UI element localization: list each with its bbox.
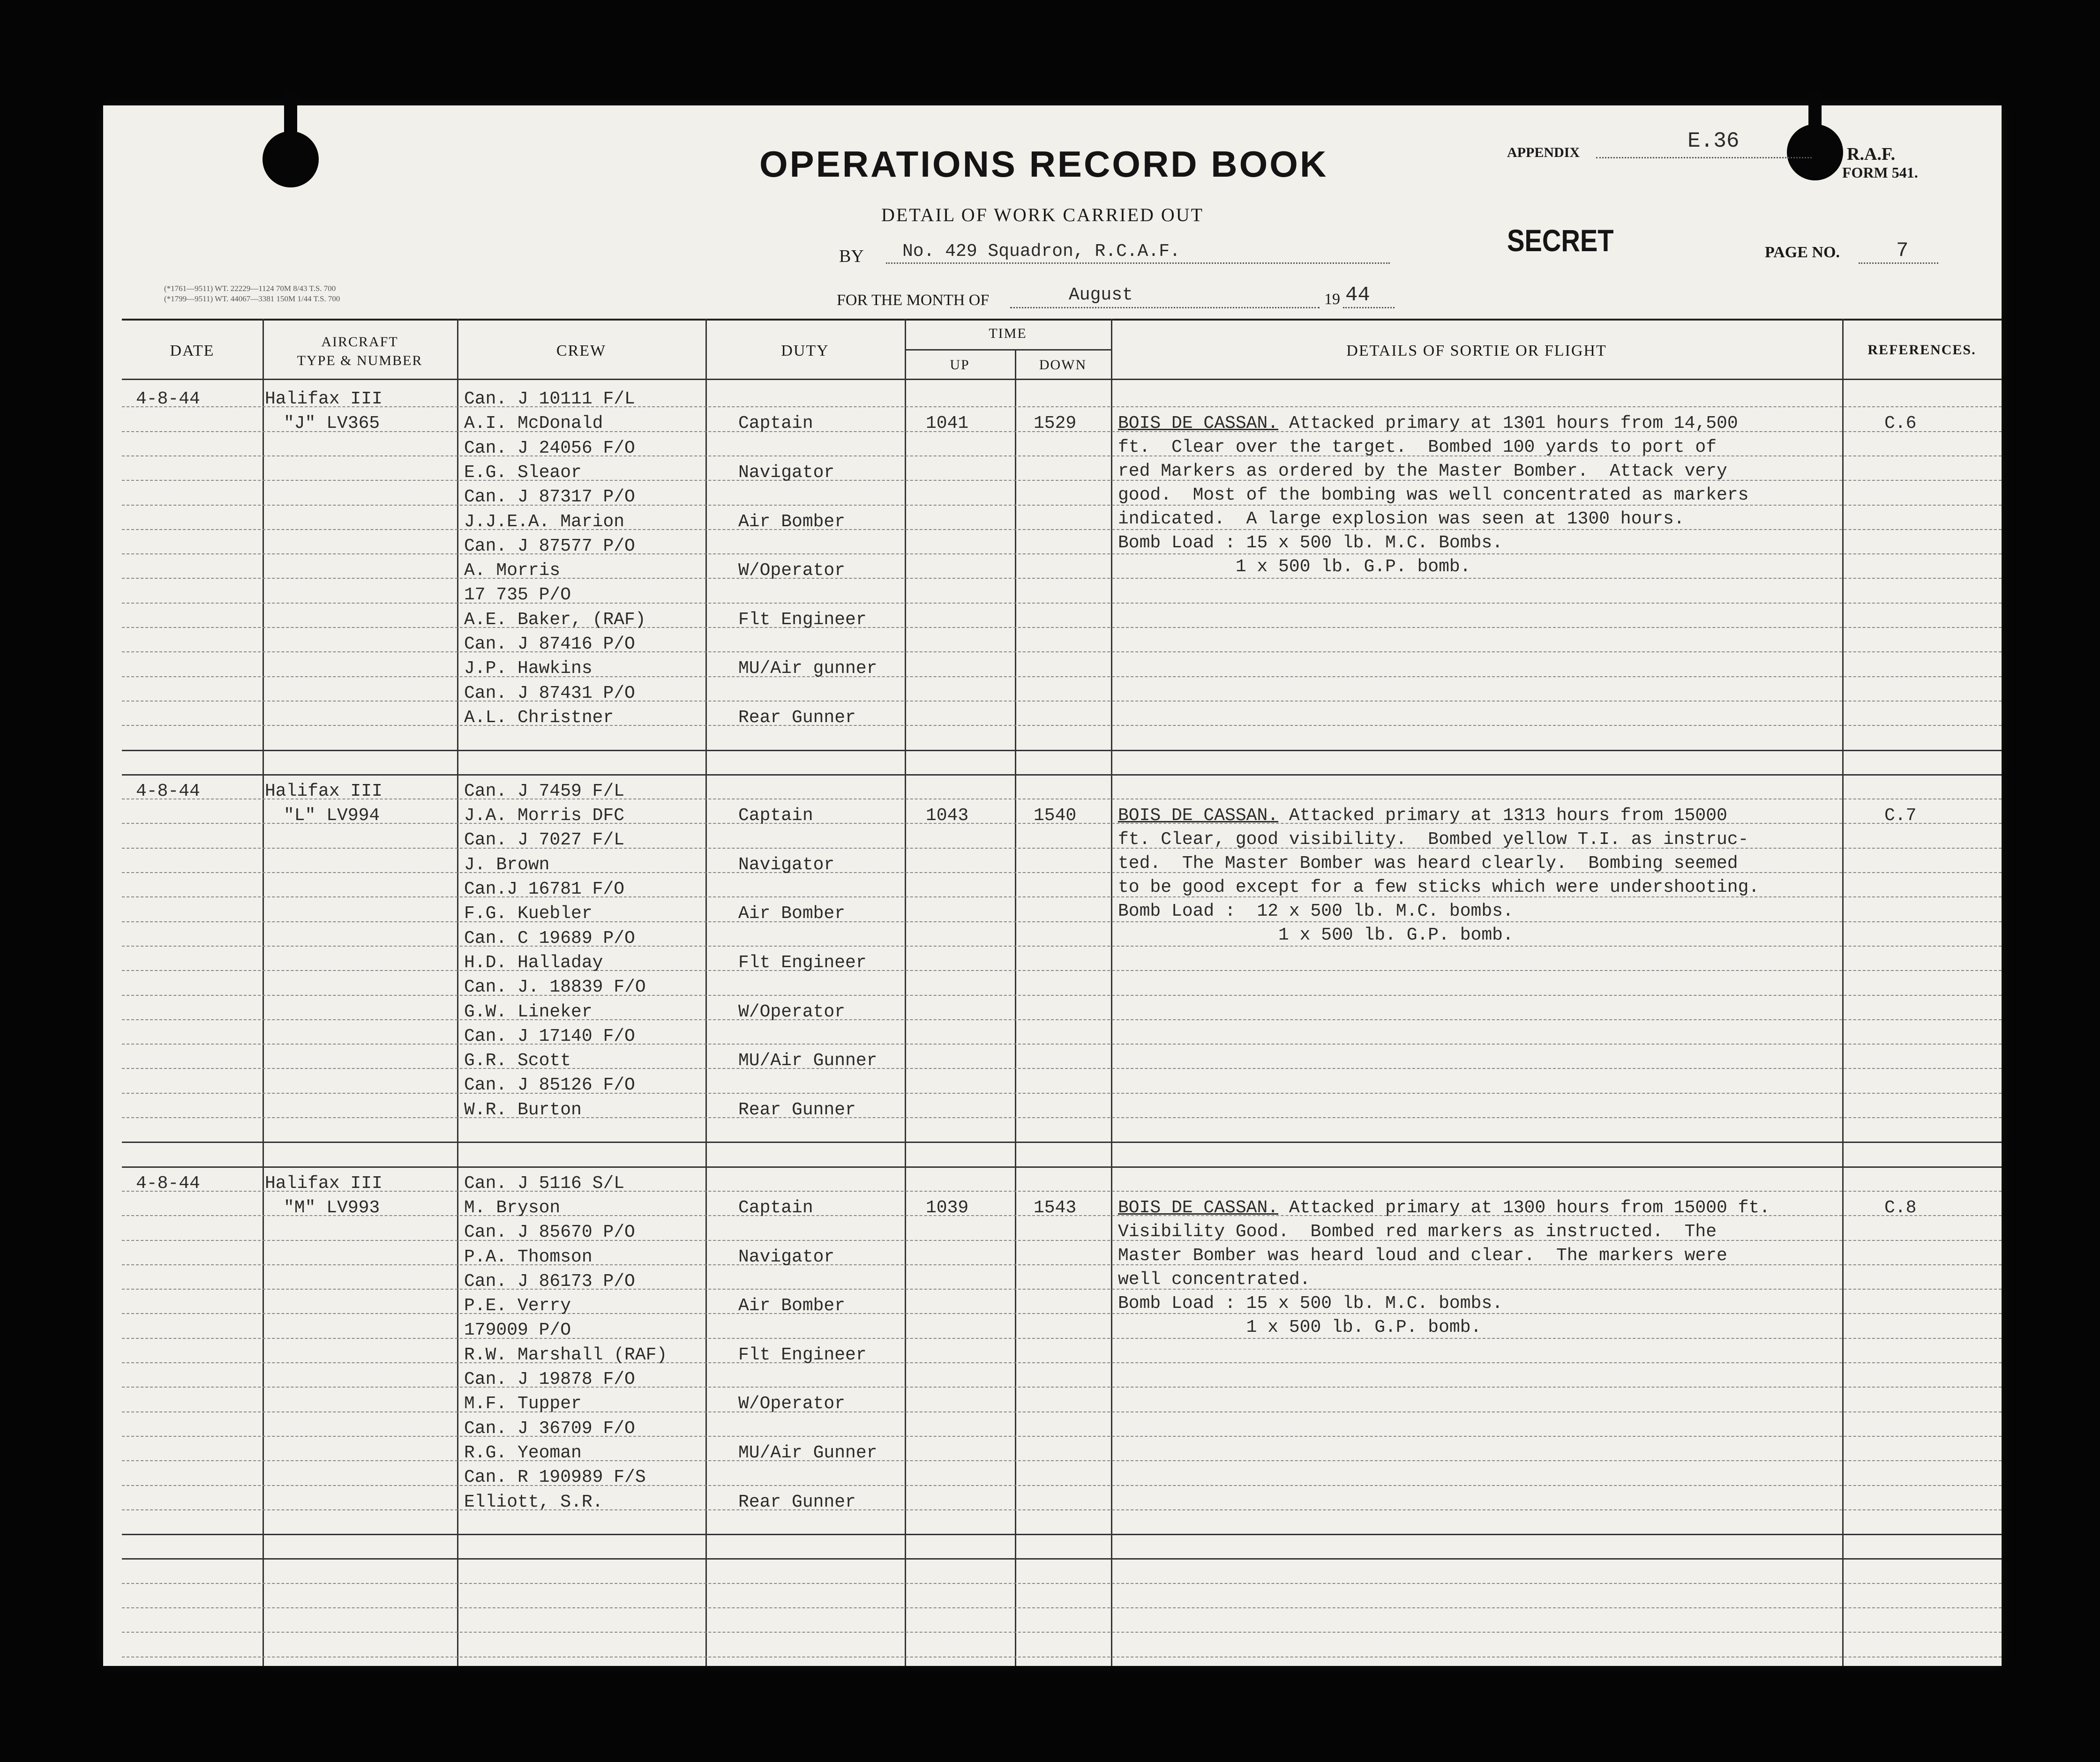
details-line: ft. Clear, good visibility. Bombed yellow T.I. as instruc- [1118,829,1749,850]
ruled-line [122,970,2002,971]
ruled-line [122,1436,2002,1437]
crew-entry: Can. J 86173 P/O [464,1271,635,1292]
crew-entry: R.W. Marshall (RAF) [464,1344,668,1365]
crew-entry: A.I. McDonald [464,413,603,434]
time-down: 1529 [1034,413,1077,434]
time-up: 1039 [926,1197,969,1218]
duty-entry: Navigator [738,1247,835,1267]
aircraft-type: Halifax III [265,1173,382,1194]
ruled-line [122,1534,2002,1535]
column-header-down: DOWN [1039,357,1087,373]
crew-entry: 179009 P/O [464,1320,571,1341]
ruled-line [122,1093,2002,1094]
duty-entry: W/Operator [738,1001,846,1022]
column-divider-details [1842,319,1844,1666]
secret-stamp: SECRET [1507,223,1614,258]
duty-entry: Air Bomber [738,511,846,532]
aircraft-number: "M" LV993 [284,1197,380,1218]
details-line: red Markers as ordered by the Master Bomber. Attack very [1118,461,1727,482]
details-first-line [1118,1196,1770,1220]
sortie-details [1118,411,1748,579]
print-info [164,284,340,304]
appendix-dotline [1596,157,1812,158]
details-line: Visibility Good. Bombed red markers as instructed. The [1118,1221,1717,1242]
target-name: BOIS DE CASSAN. [1118,806,1279,826]
ruled-line [122,725,2002,726]
print-info-line-2: (*1799—9511) WT. 44067—3381 150M 1/44 T.S. 700 [164,294,340,303]
details-first-line-text: Attacked primary at 1301 hours from 14,500 [1278,413,1738,434]
details-line: 1 x 500 lb. G.P. bomb. [1118,557,1471,577]
column-header-duty: DUTY [781,342,829,359]
ruled-line [122,627,2002,628]
column-divider-crew [705,319,707,1666]
month-value: August [1069,285,1133,305]
column-header-time: TIME [989,326,1027,341]
details-line: well concentrated. [1118,1269,1311,1290]
details-line: 1 x 500 lb. G.P. bomb. [1118,1317,1482,1337]
sortie-date: 4-8-44 [136,781,200,801]
crew-entry: Can. J 7027 F/L [464,830,625,851]
details-line: Bomb Load : 15 x 500 lb. M.C. Bombs. [1118,533,1503,553]
aircraft-type: Halifax III [265,389,382,409]
crew-entry: A.L. Christner [464,707,614,728]
duty-entry: Flt Engineer [738,609,867,630]
ruled-line [122,603,2002,604]
punch-hole-right [1787,124,1843,180]
crew-entry: Can. J 19878 F/O [464,1369,635,1389]
details-line: to be good except for a few sticks which were undershooting. [1118,877,1760,898]
details-first-line [1118,804,1759,828]
print-info-line-1: (*1761—9511) WT. 22229—1124 70M 8/43 T.S. 700 [164,284,336,293]
ruled-line [122,1583,2002,1584]
duty-entry: MU/Air gunner [738,658,878,679]
ruled-line [122,1019,2002,1020]
duty-entry: Navigator [738,854,835,875]
ruled-line [122,1142,2002,1143]
duty-entry: Air Bomber [738,1296,846,1316]
column-header-date: DATE [170,342,215,359]
crew-entry: J.J.E.A. Marion [464,511,625,532]
details-line: ted. The Master Bomber was heard clearly. Bombing seemed [1118,853,1738,874]
crew-entry: Can. J 85670 P/O [464,1222,635,1243]
by-label: BY [839,246,864,266]
form-number-label: FORM 541. [1842,164,1918,181]
duty-entry: Rear Gunner [738,1492,856,1512]
column-header-crew: CREW [556,342,607,359]
crew-entry: Can. J 5116 S/L [464,1173,625,1194]
crew-entry: J. Brown [464,854,550,875]
aircraft-number: "L" LV994 [284,806,380,826]
column-header-aircraft [262,333,457,370]
crew-entry: Can. J 36709 F/O [464,1418,635,1439]
ruled-line [122,651,2002,652]
year-dotline [1343,307,1395,308]
crew-entry: Can. J 87577 P/O [464,536,635,556]
duty-entry: Captain [738,1197,813,1218]
ruled-line [122,1044,2002,1045]
crew-entry: J.P. Hawkins [464,658,592,679]
crew-entry: G.R. Scott [464,1051,571,1071]
ruled-line [122,1509,2002,1510]
column-header-references: REFERENCES. [1868,342,1976,358]
crew-entry: P.E. Verry [464,1296,571,1316]
duty-entry: Rear Gunner [738,1099,856,1120]
crew-entry: M. Bryson [464,1197,561,1218]
details-first-line-text: Attacked primary at 1313 hours from 15000 [1278,806,1727,826]
duty-entry: MU/Air Gunner [738,1442,878,1463]
crew-entry: M.F. Tupper [464,1394,582,1414]
aircraft-number: "J" LV365 [284,413,380,434]
column-header-up: UP [950,357,970,373]
crew-entry: Can. J 17140 F/O [464,1026,635,1046]
crew-entry: A.E. Baker, (RAF) [464,609,646,630]
ruled-line [122,1068,2002,1069]
details-line: Bomb Load : 12 x 500 lb. M.C. bombs. [1118,901,1514,922]
crew-entry: J.A. Morris DFC [464,806,625,826]
time-up: 1043 [926,806,969,826]
ruled-line [122,1387,2002,1388]
ruled-line [122,774,2002,776]
crew-entry: P.A. Thomson [464,1247,592,1267]
crew-entry: Can. J 87431 P/O [464,683,635,703]
crew-entry: R.G. Yeoman [464,1442,582,1463]
crew-entry: A. Morris [464,560,561,581]
crew-entry: Can. J 85126 F/O [464,1075,635,1096]
by-dotline [886,262,1390,264]
duty-entry: W/Operator [738,560,846,581]
column-divider-date [262,319,264,1666]
crew-entry: W.R. Burton [464,1099,582,1120]
month-dotline [1010,307,1320,308]
page-number-label: PAGE NO. [1765,244,1840,261]
crew-entry: Can. R 190989 F/S [464,1467,646,1488]
ruled-line [122,1411,2002,1412]
ruled-line [122,1632,2002,1633]
ruled-line [122,1485,2002,1486]
year-value: 44 [1345,284,1370,307]
duty-entry: W/Operator [738,1394,846,1414]
punch-hole-left [262,131,319,187]
details-line: Master Bomber was heard loud and clear. The markers were [1118,1245,1727,1266]
duty-entry: Captain [738,413,813,434]
crew-entry: Can. J 87416 P/O [464,634,635,654]
page-title: OPERATIONS RECORD BOOK [759,143,1328,185]
ruled-line [122,701,2002,702]
details-line: 1 x 500 lb. G.P. bomb. [1118,925,1514,946]
reference-value: C.8 [1884,1197,1917,1218]
column-divider-duty [905,319,906,1666]
crew-entry: Elliott, S.R. [464,1492,603,1512]
duty-entry: Air Bomber [738,903,846,924]
ruled-line [122,995,2002,996]
time-down: 1540 [1034,806,1077,826]
month-label: FOR THE MONTH OF [837,291,990,309]
details-first-line [1118,411,1748,435]
column-header-aircraft-line-1: AIRCRAFT [321,334,398,350]
ruled-line [122,1558,2002,1560]
time-up: 1041 [926,413,969,434]
ruled-line [122,406,2002,407]
crew-entry: Can. C 19689 P/O [464,928,635,948]
crew-entry: H.D. Halladay [464,952,603,973]
page-number-dotline [1859,262,1938,264]
ruled-line [122,1362,2002,1363]
crew-entry: Can. J 24056 F/O [464,438,635,458]
squadron-value: No. 429 Squadron, R.C.A.F. [902,241,1180,261]
crew-entry: Can. J. 18839 F/O [464,977,646,998]
appendix-label: APPENDIX [1507,145,1580,160]
details-line: Bomb Load : 15 x 500 lb. M.C. bombs. [1118,1293,1503,1314]
ruled-line [122,1191,2002,1192]
target-name: BOIS DE CASSAN. [1118,1197,1279,1218]
details-first-line-text: Attacked primary at 1300 hours from 15000 ft. [1278,1197,1770,1218]
duty-entry: Flt Engineer [738,1344,867,1365]
column-divider-down [1111,319,1112,1666]
crew-entry: G.W. Lineker [464,1001,592,1022]
crew-entry: E.G. Sleaor [464,462,582,483]
details-line: ft. Clear over the target. Bombed 100 yards to port of [1118,437,1717,458]
ruled-line [122,1607,2002,1608]
target-name: BOIS DE CASSAN. [1118,413,1279,434]
page-number-value: 7 [1896,239,1909,262]
crew-entry: Can.J 16781 F/O [464,879,625,899]
crew-entry: Can. J 10111 F/L [464,389,635,409]
year-prefix: 19 [1324,291,1340,308]
column-header-aircraft-line-2: TYPE & NUMBER [297,353,423,368]
crew-entry: 17 735 P/O [464,585,571,605]
sortie-details [1118,804,1759,947]
duty-entry: Flt Engineer [738,952,867,973]
table-top-border [122,319,2002,321]
sortie-details [1118,1196,1770,1339]
reference-value: C.6 [1884,413,1917,434]
crew-entry: Can. J 7459 F/L [464,781,625,801]
duty-entry: Navigator [738,462,835,483]
table-header-border [122,379,2002,380]
time-subheader-border [905,349,1111,351]
duty-entry: Captain [738,806,813,826]
record-sheet [103,105,2002,1666]
crew-entry: F.G. Kuebler [464,903,592,924]
crew-entry: Can. J 87317 P/O [464,487,635,508]
ruled-line [122,1460,2002,1461]
aircraft-type: Halifax III [265,781,382,801]
ruled-line [122,676,2002,677]
sortie-date: 4-8-44 [136,1173,200,1194]
raf-label: R.A.F. [1847,144,1896,164]
duty-entry: Rear Gunner [738,707,856,728]
appendix-value: E.36 [1688,129,1740,153]
sortie-date: 4-8-44 [136,389,200,409]
page-subtitle: DETAIL OF WORK CARRIED OUT [881,204,1204,225]
details-line: good. Most of the bombing was well concentrated as markers [1118,485,1749,506]
column-divider-up [1015,349,1016,1666]
ruled-line [122,1117,2002,1118]
duty-entry: MU/Air Gunner [738,1051,878,1071]
ruled-line [122,750,2002,751]
column-header-details: DETAILS OF SORTIE OR FLIGHT [1346,342,1607,359]
ruled-line [122,1166,2002,1168]
reference-value: C.7 [1884,806,1917,826]
time-down: 1543 [1034,1197,1077,1218]
details-line: indicated. A large explosion was seen at 1300 hours. [1118,509,1685,530]
column-divider-aircraft [457,319,458,1666]
